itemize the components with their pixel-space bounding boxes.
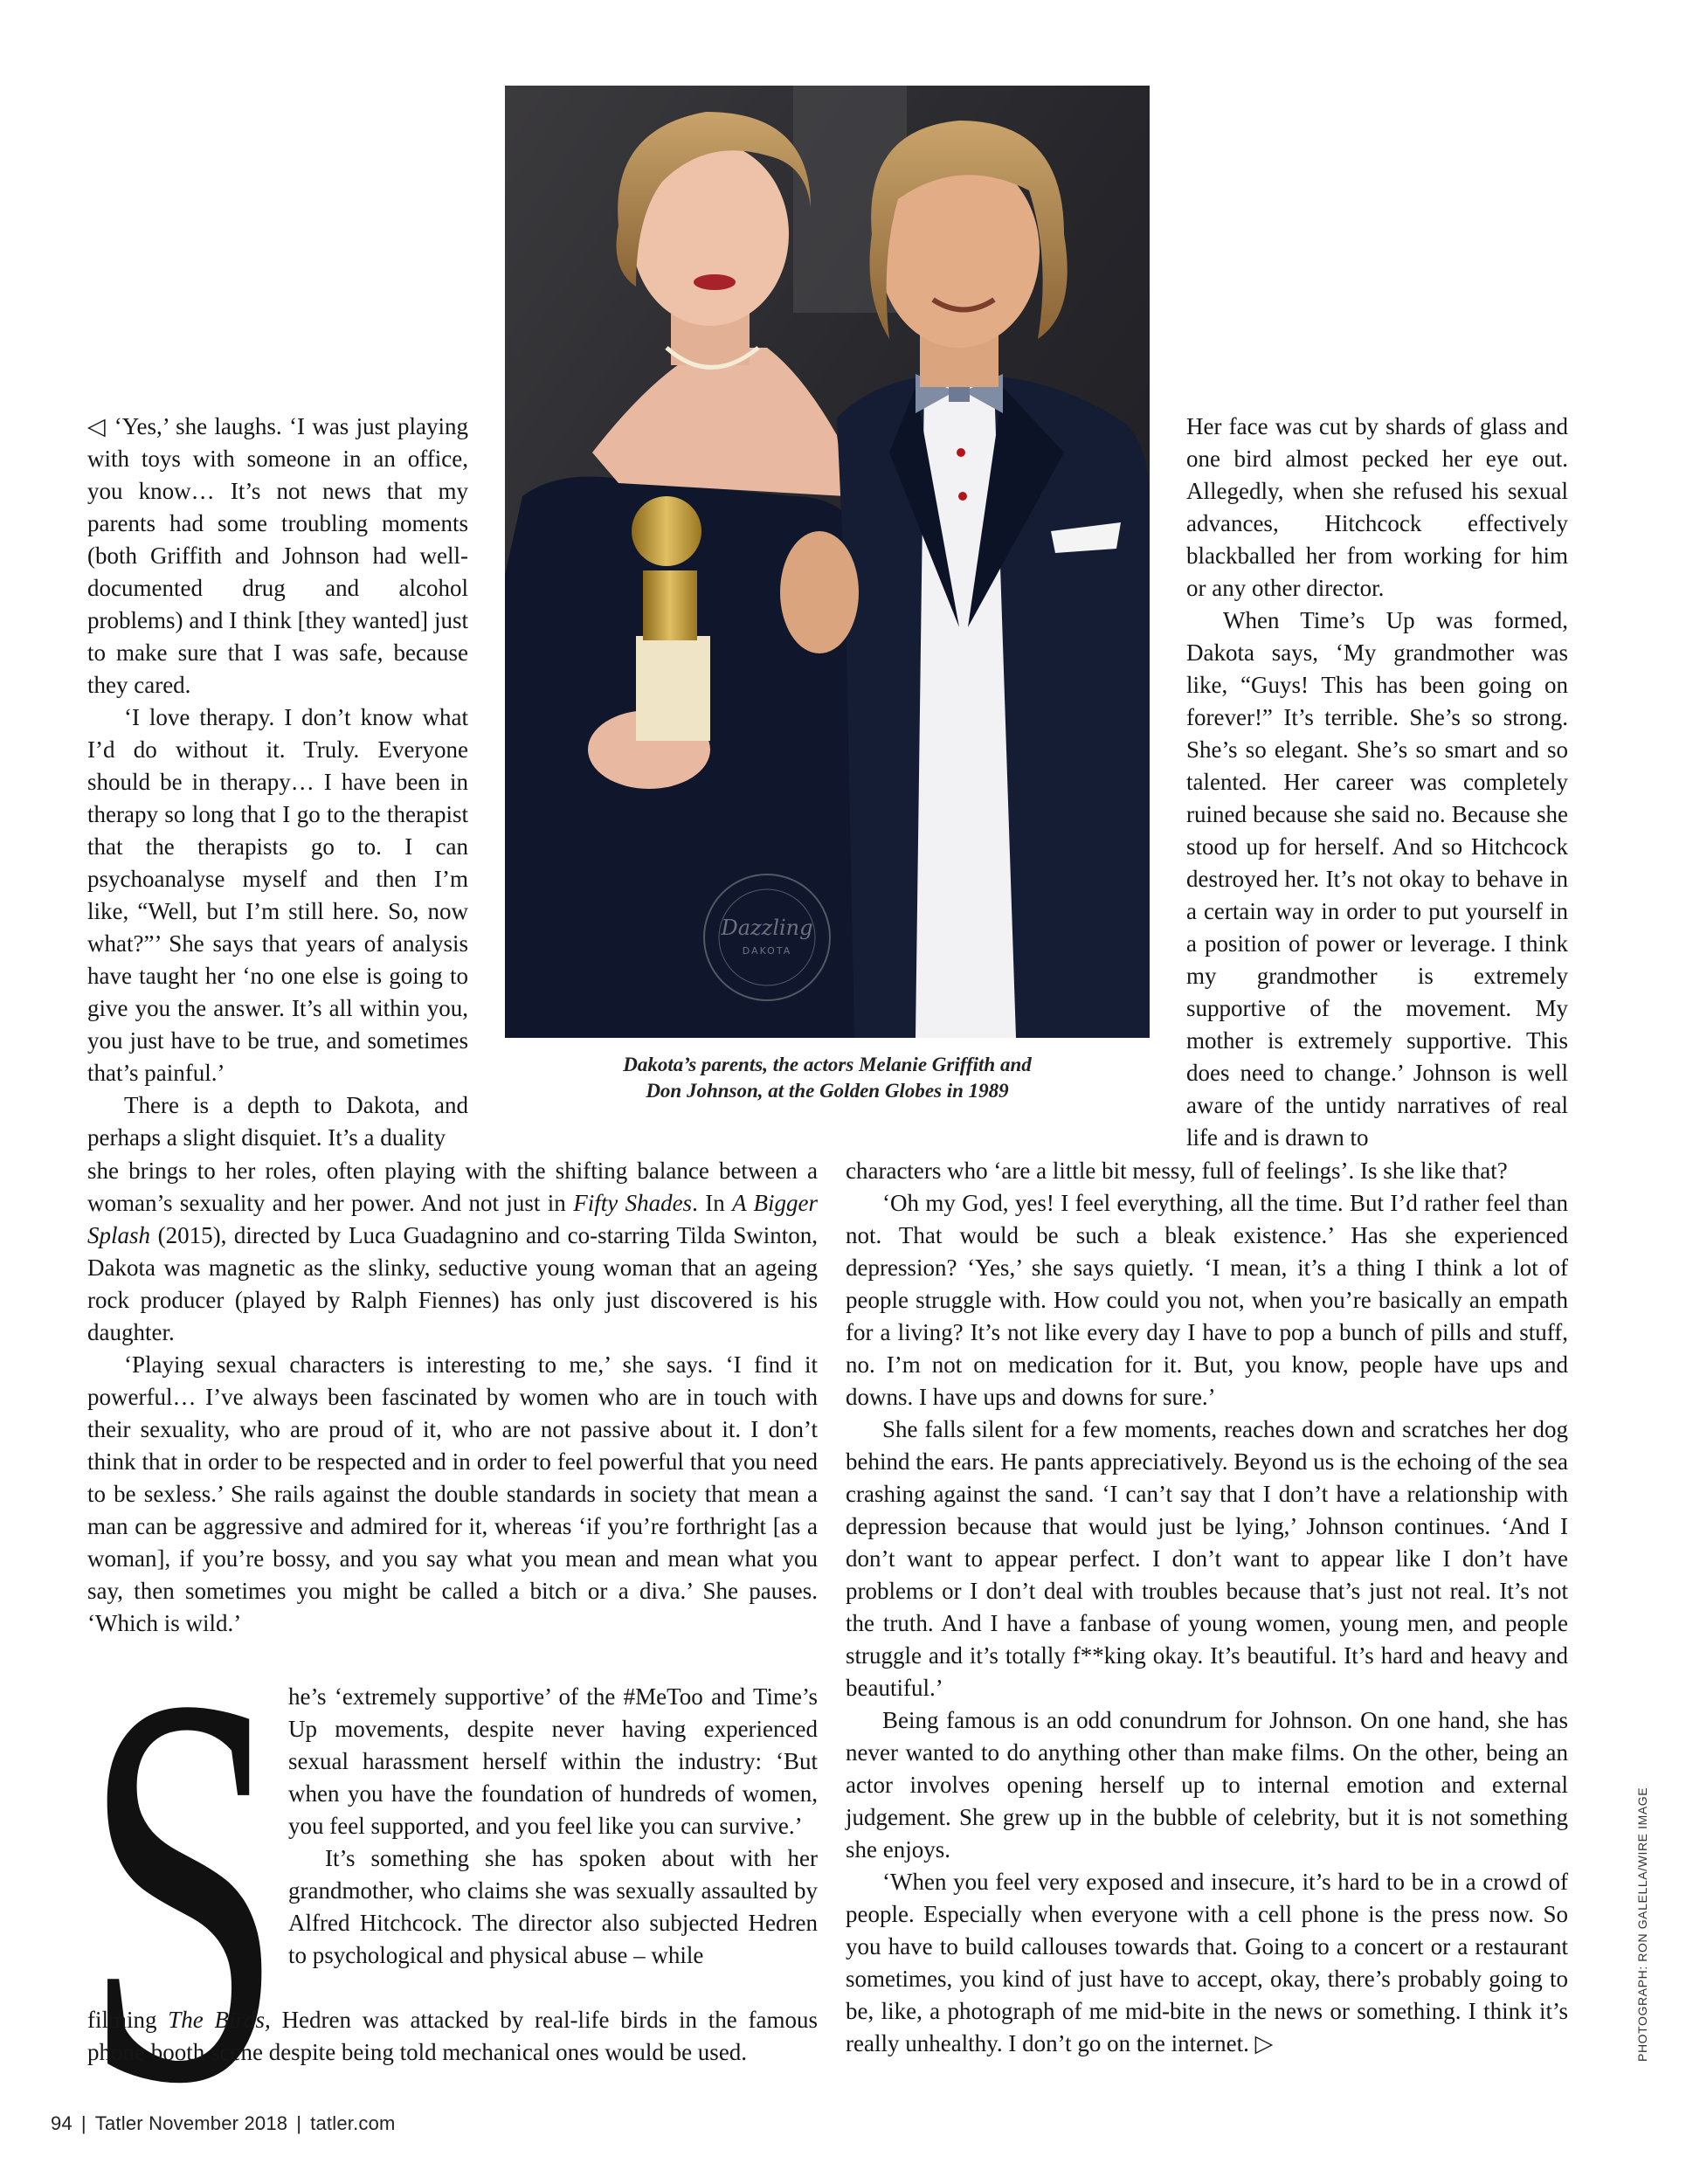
text: filming xyxy=(87,2007,169,2033)
footer-separator: | xyxy=(80,2112,86,2134)
paragraph xyxy=(87,1155,818,1349)
text: she brings to her roles, often playing with the shifting balance between a woman’s sexuality and her power. And not just in xyxy=(87,1158,818,1216)
paragraph: ◁ ‘Yes,’ she laughs. ‘I was just playing with toys with someone in an office, you know… It’s not news that my parents had some troubling moments (both Griffith and Johnson had well-documented drug and alcohol problems) and I think [they wanted] just to make sure that I was safe, because they cared. xyxy=(87,413,468,698)
drop-cap-glyph: S xyxy=(83,1641,284,2095)
caption-line: Dakota’s parents, the actors Melanie Griffith and xyxy=(623,1054,1032,1075)
paragraph: She falls silent for a few moments, reaches down and scratches her dog behind the ears. He pants appreciatively. Beyond us is the echoing of the sea crashing against the sand. ‘I can’t say that I don’t have a relationship with depression because that would just be lying,’ Johnson continues. ‘And I don’t want to appear perfect. I don’t want to appear like I don’t have problems or I don’t deal with troubles because that’s just not real. It’s not the truth. And I have a fanbase of young women, young men, and people struggle and it’s totally f**king okay. It’s beautiful. It’s hard and heavy and beautiful.’ xyxy=(846,1416,1568,1701)
right-bottom-column xyxy=(846,1155,1568,2060)
paragraph xyxy=(87,2004,818,2069)
paragraph: he’s ‘extremely supportive’ of the #MeToo and Time’s Up movements, despite never having experienced sexual harassment herself within the industry: ‘But when you have the foundation of hundreds of women, you feel supported, and you feel like you can survive.’ xyxy=(288,1683,818,1839)
issue-label: Tatler November 2018 xyxy=(94,2112,288,2134)
footer-separator: | xyxy=(296,2112,302,2134)
right-top-column xyxy=(1186,411,1568,1154)
photo-caption xyxy=(505,1052,1150,1104)
page-footer xyxy=(51,2112,396,2135)
left-mid-column xyxy=(87,1155,818,1640)
caption-line: Don Johnson, at the Golden Globes in 1989 xyxy=(646,1080,1009,1102)
paragraph: ‘Playing sexual characters is interesting to me,’ she says. ‘I find it powerful… I’ve always been fascinated by women who are in touch with their sexuality, who are proud of it, who are not passive about it. I don’t think that in order to be respected and in order to feel powerful that you need to be sexless.’ She rails against the double standards in society that mean a man can be aggressive and admired for it, whereas ‘if you’re forthright [as a woman], if you’re bossy, and you say what you mean and mean what you say, then sometimes you might be called a bitch or a diva.’ She pauses. ‘Which is wild.’ xyxy=(87,1351,818,1636)
paragraph: Her face was cut by shards of glass and one bird almost pecked her eye out. Allegedly, when she refused his sexual advances, Hitchcock effectively blackballed her from working for him or any other director. xyxy=(1186,413,1568,601)
photo-griffith-johnson xyxy=(505,86,1150,1038)
paragraph: ‘I love therapy. I don’t know what I’d do without it. Truly. Everyone should be in therapy… I have been in therapy so long that I go to the therapist that the therapists go to. I can psychoanalyse myself and then I’m like, “Well, but I’m still here. So, now what?”’ She says that years of analysis have taught her ‘no one else is going to give you the answer. It’s all within you, you just have to be true, and sometimes that’s painful.’ xyxy=(87,704,468,1086)
photo-illustration xyxy=(505,86,1150,1038)
page-number: 94 xyxy=(51,2112,73,2134)
film-title: Fifty Shades xyxy=(573,1190,693,1216)
left-top-column xyxy=(87,411,468,1154)
text: Hedren was attacked by real-life birds in the famous phone booth scene despite being told mechanical ones would be used. xyxy=(87,2007,818,2065)
dropcap-text-column xyxy=(288,1681,818,1972)
paragraph: Being famous is an odd conundrum for Johnson. On one hand, she has never wanted to do anything other than make films. On the other, being an actor involves opening herself up to internal emotion and external judgement. She grew up in the bubble of celebrity, but it is not something she enjoys. xyxy=(846,1707,1568,1863)
paragraph: It’s something she has spoken about with her grandmother, who claims she was sexually assaulted by Alfred Hitchcock. The director also subjected Hedren to psychological and physical abuse – while xyxy=(288,1845,818,1968)
paragraph: When Time’s Up was formed, Dakota says, ‘My grandmother was like, “Guys! This has been going on forever!” It’s terrible. She’s so strong. She’s so elegant. She’s so smart and so talented. Her career was completely ruined because she said no. Because she stood up for herself. And so Hitchcock destroyed her. It’s not okay to behave in a certain way in order to put yourself in a position of power or leverage. I think my grandmother is extremely supportive of the movement. My mother is extremely supportive. This does need to change.’ Johnson is well aware of the untidy narratives of real life and is drawn to xyxy=(1186,607,1568,1151)
photo-credit: PHOTOGRAPH: RON GALELLA/WIRE IMAGE xyxy=(1635,1787,1649,2062)
text: (2015), directed by Luca Guadagnino and co-starring Tilda Swinton, Dakota was magnetic as the slinky, seductive young woman that an ageing rock producer (played by Ralph Fiennes) has only just discovered is his daughter. xyxy=(87,1222,818,1345)
dropcap-text-bottom xyxy=(87,2004,818,2069)
paragraph: There is a depth to Dakota, and perhaps a slight disquiet. It’s a duality xyxy=(87,1092,468,1151)
paragraph: characters who ‘are a little bit messy, full of feelings’. Is she like that? xyxy=(846,1158,1508,1184)
paragraph: ‘When you feel very exposed and insecure, it’s hard to be in a crowd of people. Especially when everyone with a cell phone is the press now. So you have to build callouses towards that. Going to a concert or a restaurant sometimes, you kind of just have to accept, okay, there’s probably going to be, like, a photograph of me mid-bite in the news or something. I think it’s really unhealthy. I don’t go on the internet. ▷ xyxy=(846,1869,1568,2056)
watermark-sub: DAKOTA xyxy=(742,945,792,957)
film-title: A Bigger Splash xyxy=(87,1190,818,1248)
film-title: The Birds, xyxy=(168,2007,271,2033)
text: . In xyxy=(692,1190,733,1216)
paragraph: ‘Oh my God, yes! I feel everything, all the time. But I’d rather feel than not. That would be such a bleak existence.’ Has she experienced depression? ‘Yes,’ she says quietly. ‘I mean, it’s a thing I think a lot of people struggle with. How could you not, when you’re basically an empath for a living? It’s not like every day I have to pop a bunch of pills and stuff, no. I’m not on medication for it. But, you know, people have ups and downs. I have ups and downs for sure.’ xyxy=(846,1190,1568,1410)
watermark-text: Dazzling xyxy=(721,916,813,940)
website-link[interactable]: tatler.com xyxy=(310,2112,396,2134)
